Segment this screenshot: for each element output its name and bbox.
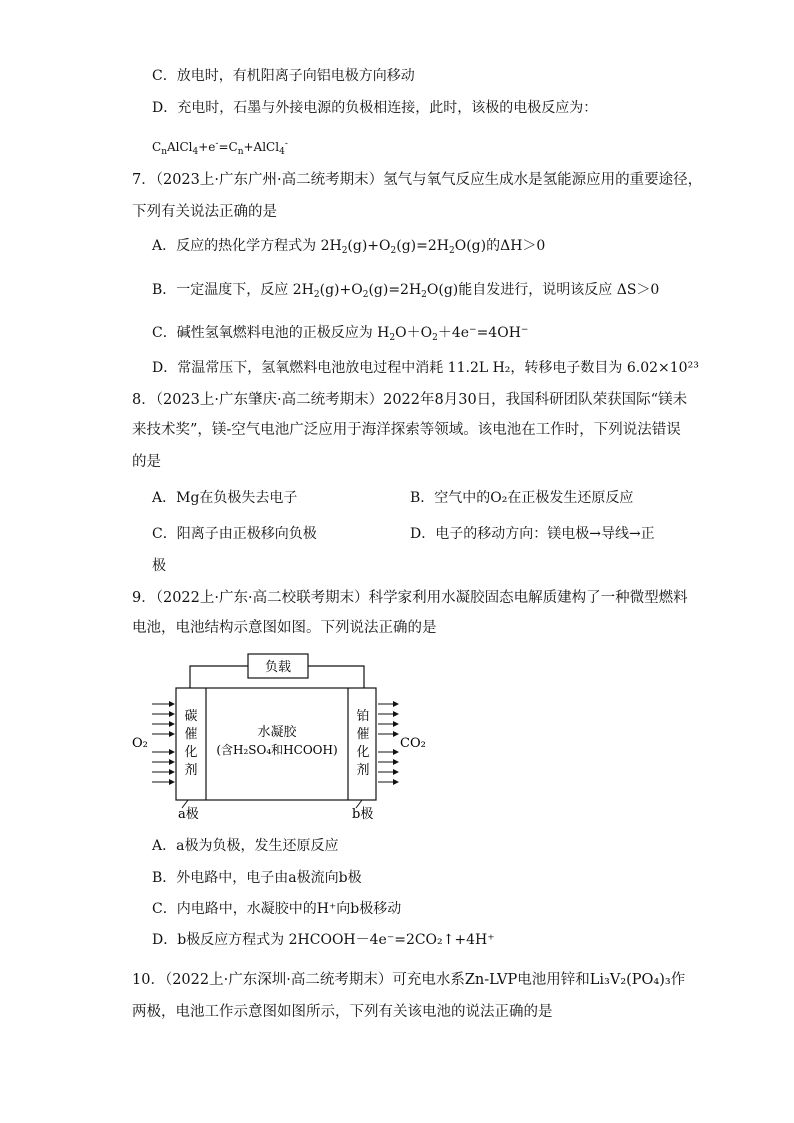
q8-stem-line2: 来技术奖”，镁-空气电池广泛应用于海洋探索等领域。该电池在工作时，下列说法错误 [132, 422, 681, 438]
q7-stem-line1: 7．（2023上·广东广州·高二统考期末）氢气与氧气反应生成水是氢能源应用的重要途径， [132, 172, 703, 188]
hydrogel-composition: (含H₂SO₄和HCOOH) [216, 743, 338, 757]
q7-option-c: C．碱性氢氧燃料电池的正极反应为 $H_2O+O_2+4e^-=4OH^-$ [152, 325, 529, 343]
q8-option-d-cont: 极 [152, 558, 166, 574]
left-catalyst-char-4: 剂 [184, 763, 198, 778]
hydrogel-label: 水凝胶 [257, 725, 297, 740]
q8-stem-line1: 8．（2023上·广东肇庆·高二统考期末）2022年8月30日，我国科研团队荣获国际“镁未 [132, 392, 688, 408]
left-catalyst-char-3: 化 [184, 745, 198, 760]
left-catalyst-char-1: 碳 [184, 709, 198, 724]
right-catalyst-char-2: 催 [356, 727, 370, 742]
load-label: 负载 [264, 660, 292, 675]
left-arrows [152, 704, 174, 782]
q9-option-c: C．内电路中，水凝胶中的H⁺向b极移动 [152, 901, 402, 917]
option-d: D．充电时，石墨与外接电源的负极相连接，此时，该极的电极反应为： [152, 100, 598, 116]
q8-stem-line3: 的是 [132, 454, 161, 470]
wire-left [190, 666, 248, 688]
q9-option-d: D．b极反应方程式为 2HCOOH－4e⁻=2CO₂↑+4H⁺ [152, 932, 495, 948]
b-pole-label: b极 [352, 807, 374, 822]
right-catalyst-char-1: 铂 [356, 709, 370, 724]
q9-stem-line2: 电池，电池结构示意图如图。下列说法正确的是 [132, 620, 437, 636]
q7-stem-line2: 下列有关说法正确的是 [132, 204, 277, 220]
q9-option-a: A．a极为负极，发生还原反应 [152, 838, 339, 854]
o2-label: O₂ [132, 736, 148, 751]
q8-option-c: C．阳离子由正极移向负极 [152, 526, 317, 542]
fuel-cell-diagram [130, 652, 430, 822]
right-catalyst-char-3: 化 [356, 745, 370, 760]
co2-label: CO₂ [400, 736, 426, 751]
option-c: C．放电时，有机阳离子向铝电极方向移动 [152, 68, 415, 84]
q8-option-a: A．Mg在负极失去电子 [152, 490, 298, 506]
q10-stem-line2: 两极，电池工作示意图如图所示，下列有关该电池的说法正确的是 [132, 1004, 553, 1020]
left-catalyst-char-2: 催 [184, 727, 198, 742]
q7-option-a: A．反应的热化学方程式为 $2H_2(g)+O_2(g)=2H_2O(g)$的ΔH＞0 [152, 238, 546, 256]
q8-option-d: D．电子的移动方向：镁电极→导线→正 [410, 526, 655, 542]
q7-option-b: B．一定温度下，反应 $2H_2(g)+O_2(g)=2H_2O(g)$能自发进行，说明该反应 ΔS＞0 [152, 282, 660, 300]
a-pole-label: a极 [178, 807, 199, 822]
right-arrows [378, 704, 398, 782]
wire-right [308, 666, 364, 688]
electrode-equation: $C_nAlCl_4+e^-=C_n+AlCl_4^-$ [152, 139, 288, 157]
q8-option-b: B．空气中的O₂在正极发生还原反应 [410, 490, 634, 506]
q9-option-b: B．外电路中，电子由a极流向b极 [152, 870, 362, 886]
q9-stem-line1: 9．（2022上·广东·高二校联考期末）科学家利用水凝胶固态电解质建构了一种微型燃料 [132, 590, 688, 606]
right-catalyst-char-4: 剂 [356, 763, 370, 778]
q10-stem-line1: 10．（2022上·广东深圳·高二统考期末）可充电水系Zn-LVP电池用锌和Li₃V₂(PO₄)₃作 [132, 972, 686, 988]
q7-option-d: D．常温常压下，氢氧燃料电池放电过程中消耗 11.2L H₂，转移电子数目为 6.02×10²³ [152, 360, 699, 376]
